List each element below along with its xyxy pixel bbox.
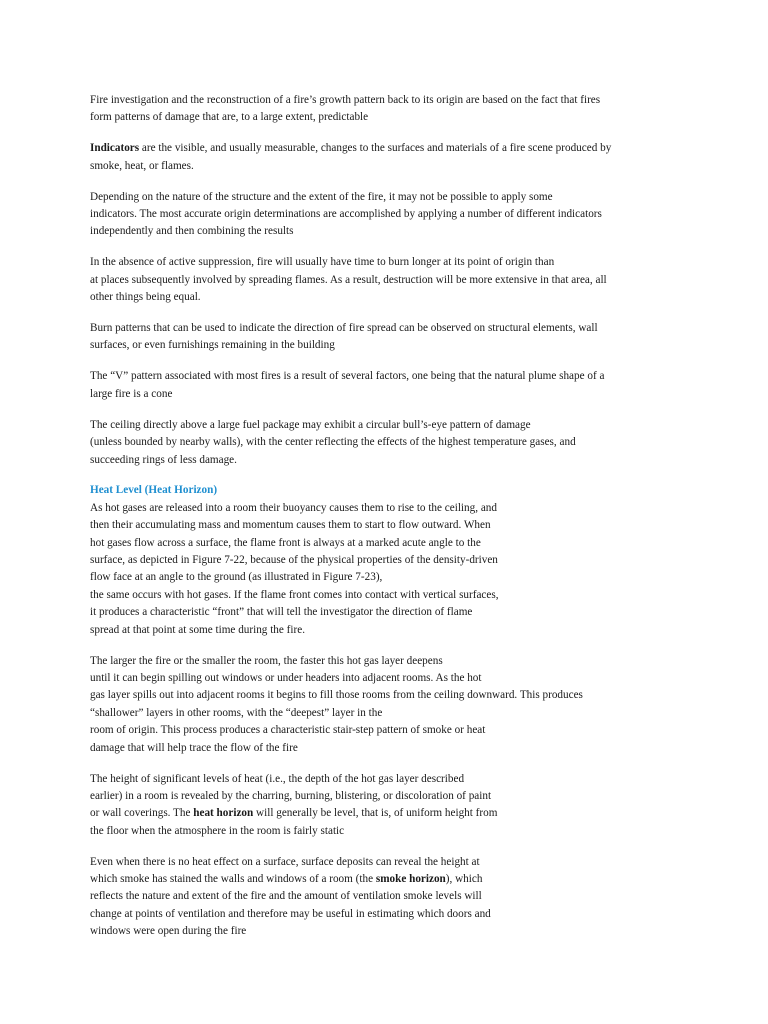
- paragraph-heat-horizon: [90, 771, 690, 841]
- text-line: [90, 871, 690, 888]
- paragraph-smoke-horizon: [90, 854, 690, 941]
- text-line: change at points of ventilation and therefore may be useful in estimating which doors and: [90, 907, 491, 920]
- text-line: The “V” pattern associated with most fires is a result of several factors, one being that the natural plume shape of a: [90, 370, 605, 383]
- text-line: windows were open during the fire: [90, 925, 247, 938]
- text-span: which smoke has stained the walls and windows of a room (the: [90, 873, 376, 886]
- text-line: surfaces, or even furnishings remaining in the building: [90, 339, 335, 352]
- text-line: it produces a characteristic “front” that will tell the investigator the direction of flame: [90, 606, 473, 619]
- text-line: succeeding rings of less damage.: [90, 453, 237, 466]
- text-line: hot gases flow across a surface, the flame front is always at a marked acute angle to the: [90, 536, 481, 549]
- text-line: Fire investigation and the reconstruction of a fire’s growth pattern back to its origin are based on the fact that fires: [90, 94, 601, 106]
- text-line: [90, 805, 690, 822]
- text-line: “shallower” layers in other rooms, with the “deepest” layer in the: [90, 706, 383, 719]
- text-line: (unless bounded by nearby walls), with the center reflecting the effects of the highest temperature gases, and: [90, 436, 576, 449]
- paragraph-suppression: [90, 254, 690, 306]
- bold-term-heat-horizon: heat horizon: [193, 807, 254, 820]
- paragraph-hot-gases: [90, 500, 690, 639]
- text-line: gas layer spills out into adjacent rooms it begins to fill those rooms from the ceiling downward. This produces: [90, 689, 583, 702]
- bold-term-indicators: Indicators: [90, 142, 140, 155]
- text-span: ), which: [445, 873, 483, 886]
- text-line: damage that will help trace the flow of the fire: [90, 741, 298, 754]
- text-line: at places subsequently involved by spreading flames. As a result, destruction will be more extensive in that area, all: [90, 273, 607, 286]
- text-line: room of origin. This process produces a characteristic stair-step pattern of smoke or heat: [90, 724, 486, 737]
- bold-term-smoke-horizon: smoke horizon: [375, 873, 446, 886]
- text-line: independently and then combining the results: [90, 225, 294, 238]
- text-line: As hot gases are released into a room their buoyancy causes them to rise to the ceiling, and: [90, 501, 497, 514]
- text-line: smoke, heat, or flames.: [90, 159, 194, 172]
- text-line: the same occurs with hot gases. If the flame front comes into contact with vertical surfaces,: [90, 588, 499, 601]
- document-page: [90, 92, 690, 954]
- text-line: spread at that point at some time during the fire.: [90, 623, 305, 636]
- text-line: the floor when the atmosphere in the room is fairly static: [90, 824, 345, 837]
- text-line: reflects the nature and extent of the fire and the amount of ventilation smoke levels will: [90, 890, 482, 903]
- text-line: Burn patterns that can be used to indicate the direction of fire spread can be observed on structural elements, wall: [90, 322, 598, 335]
- text-line: Depending on the nature of the structure and the extent of the fire, it may not be possible to apply some: [90, 190, 553, 203]
- paragraph-burn-patterns: [90, 320, 690, 355]
- text-line: flow face at an angle to the ground (as illustrated in Figure 7-23),: [90, 571, 383, 584]
- text-line: The larger the fire or the smaller the room, the faster this hot gas layer deepens: [90, 654, 443, 667]
- paragraph-hot-gas-layer: [90, 653, 690, 757]
- text-line: earlier) in a room is revealed by the charring, burning, blistering, or discoloration of paint: [90, 789, 492, 802]
- text-line: In the absence of active suppression, fire will usually have time to burn longer at its point of origin than: [90, 256, 555, 269]
- text-line: surface, as depicted in Figure 7-22, because of the physical properties of the density-driven: [90, 554, 498, 567]
- text-line: The ceiling directly above a large fuel package may exhibit a circular bull’s-eye pattern of damage: [90, 418, 531, 431]
- text-span: are the visible, and usually measurable, changes to the surfaces and materials of a fire scene produced by: [139, 142, 612, 155]
- paragraph-indicators: [90, 140, 690, 175]
- paragraph-structure: [90, 189, 690, 241]
- text-line: then their accumulating mass and momentum causes them to start to flow outward. When: [90, 519, 491, 532]
- text-line: The height of significant levels of heat (i.e., the depth of the hot gas layer described: [90, 772, 465, 785]
- text-span: or wall coverings. The: [90, 807, 194, 820]
- text-line: Even when there is no heat effect on a surface, surface deposits can reveal the height at: [90, 855, 480, 868]
- text-line: until it can begin spilling out windows or under headers into adjacent rooms. As the hot: [90, 671, 482, 684]
- text-line: other things being equal.: [90, 291, 201, 304]
- paragraph-ceiling: [90, 417, 690, 469]
- text-span: will generally be level, that is, of uniform height from: [253, 807, 498, 820]
- text-line: indicators. The most accurate origin determinations are accomplished by applying a number of different indicators: [90, 208, 602, 221]
- text-line: large fire is a cone: [90, 387, 173, 400]
- text-line: form patterns of damage that are, to a large extent, predictable: [90, 111, 369, 124]
- section-heading: Heat Level (Heat Horizon): [90, 484, 218, 497]
- text-line: [90, 140, 690, 157]
- paragraph-fire-investigation: [90, 92, 690, 127]
- paragraph-v-pattern: [90, 368, 690, 403]
